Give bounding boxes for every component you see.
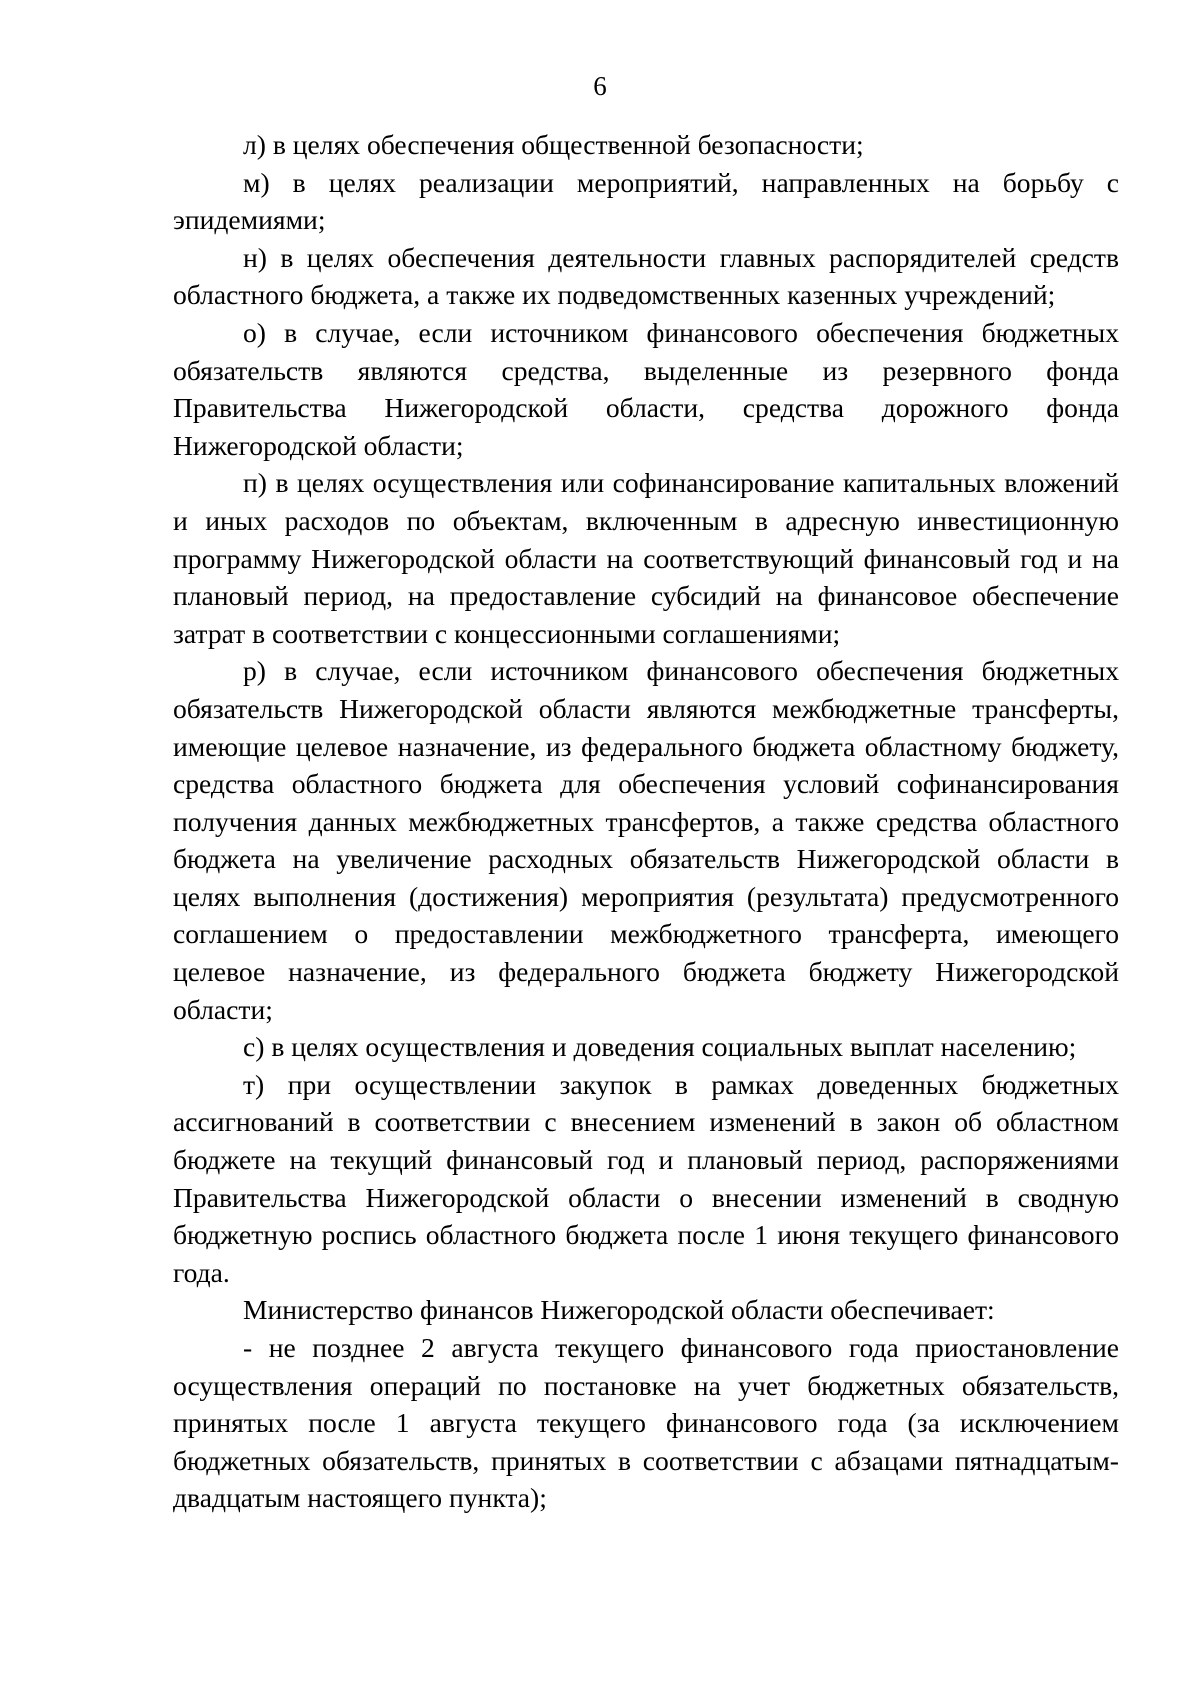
paragraph-ministry-item: - не позднее 2 августа текущего финансового года приостановление осуществления операций по постановке на учет бюджетных обязательств, принятых после 1 августа текущего финансового года (за исключением бюджетных обязательств, принятых в соответствии с абзацами пятнадцатым-двадцатым настоящего пункта); — [173, 1332, 1119, 1514]
paragraph-s: с) в целях осуществления и доведения социальных выплат населению; — [243, 1031, 1077, 1063]
paragraph-r: р) в случае, если источником финансового обеспечения бюджетных обязательств Нижегородской области являются межбюджетные трансферты, имеющие целевое назначение, из федерального бюджета областному бюджету, средства областного бюджета для обеспечения условий софинансирования получения данных межбюджетных трансфертов, а также средства областного бюджета на увеличение расходных обязательств Нижегородской области в целях выполнения (достижения) мероприятия (результата) предусмотренного соглашением о предоставлении межбюджетного трансферта, имеющего целевое назначение, из федерального бюджета бюджету Нижегородской области; — [173, 655, 1119, 1025]
paragraph-n: н) в целях обеспечения деятельности главных распорядителей средств областного бюджета, а также их подведомственных казенных учреждений; — [173, 241, 1119, 311]
paragraph-t: т) при осуществлении закупок в рамках доведенных бюджетных ассигнований в соответствии с внесением изменений в закон об областном бюджете на текущий финансовый год и плановый период, распоряжениями Правительства Нижегородской области о внесении изменений в сводную бюджетную роспись областного бюджета после 1 июня текущего финансового года. — [173, 1068, 1119, 1288]
document-body — [173, 126, 1119, 1517]
paragraph-p: п) в целях осуществления или софинансирование капитальных вложений и иных расходов по объектам, включенным в адресную инвестиционную программу Нижегородской области на соответствующий финансовый год и на плановый период, на предоставление субсидий на финансовое обеспечение затрат в соответствии с концессионными соглашениями; — [173, 467, 1119, 649]
paragraph-o: о) в случае, если источником финансового обеспечения бюджетных обязательств являются средства, выделенные из резервного фонда Правительства Нижегородской области, средства дорожного фонда Нижегородской области; — [173, 316, 1119, 461]
paragraph-m: м) в целях реализации мероприятий, направленных на борьбу с эпидемиями; — [173, 166, 1119, 236]
paragraph-l: л) в целях обеспечения общественной безопасности; — [243, 129, 864, 160]
page-number: 6 — [593, 71, 607, 101]
paragraph-ministry-intro: Министерство финансов Нижегородской области обеспечивает: — [243, 1294, 995, 1326]
